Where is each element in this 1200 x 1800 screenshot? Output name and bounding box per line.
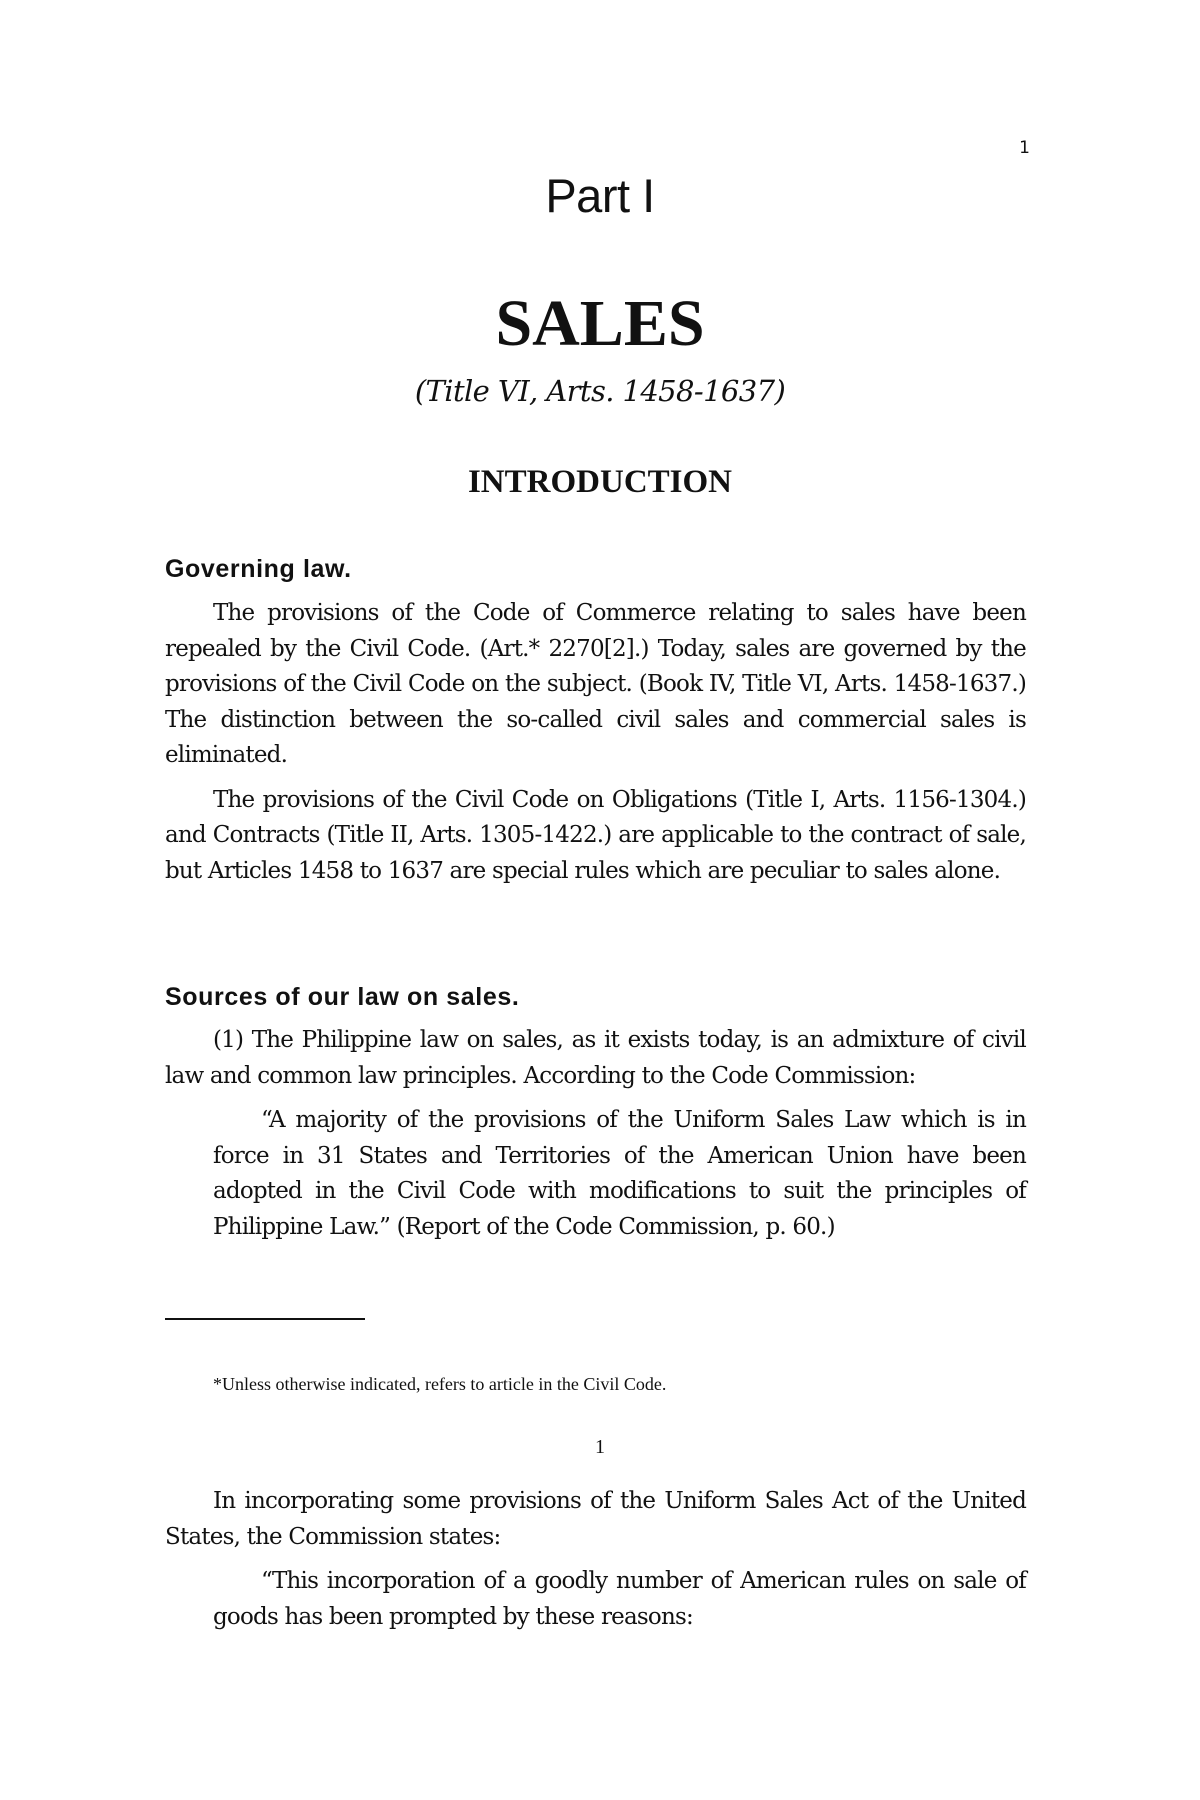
part-title: Part I (545, 169, 655, 222)
continuation-paragraph: In incorporating some provisions of the Uniform Sales Act of the United States, the Commission states: (165, 1488, 1026, 1550)
title-subtitle: (Title VI, Arts. 1458-1637) (414, 374, 786, 408)
sources-heading: Sources of our law on sales. (165, 983, 520, 1011)
page-number: 1 (595, 1436, 605, 1458)
governing-law-section (165, 552, 1026, 889)
sources-section (165, 980, 1026, 1245)
governing-law-paragraph-1: The provisions of the Code of Commerce relating to sales have been repealed by the Civil Code. (Art.* 2270[2].) Today, sales are governed by the provisions of the Civil Code on the subject. (Book IV, Title VI, Arts. 1458-1637.) The distinction between the so-called civil sales and commercial sales is eliminated. (165, 600, 1026, 768)
governing-law-heading: Governing law. (165, 555, 352, 583)
section-title: INTRODUCTION (467, 464, 733, 500)
continuation-section (165, 1484, 1026, 1635)
sources-paragraph: (1) The Philippine law on sales, as it exists today, is an admixture of civil law and common law principles. According to the Code Commission: (165, 1027, 1026, 1089)
main-title: SALES (495, 287, 705, 360)
governing-law-paragraph-2: The provisions of the Civil Code on Obligations (Title I, Arts. 1156-1304.) and Contracts (Title II, Arts. 1305-1422.) are applicable to the contract of sale, but Articles 1458 to 1637 are special rules which are peculiar to sales alone. (165, 786, 1026, 884)
footnote: *Unless otherwise indicated, refers to article in the Civil Code. (213, 1374, 667, 1394)
code-commission-quote: “A majority of the provisions of the Uniform Sales Law which is in force in 31 States and Territories of the American Union have been adopted in the Civil Code with modifications to suit the principles of Philippine Law.” (Report of the Code Commission, p. 60.) (213, 1107, 1026, 1240)
footnote-divider (165, 1318, 365, 1320)
continuation-quote: “This incorporation of a goodly number of American rules on sale of goods has been prompted by these reasons: (213, 1568, 1026, 1630)
corner-page-number: 1 (1019, 138, 1030, 158)
